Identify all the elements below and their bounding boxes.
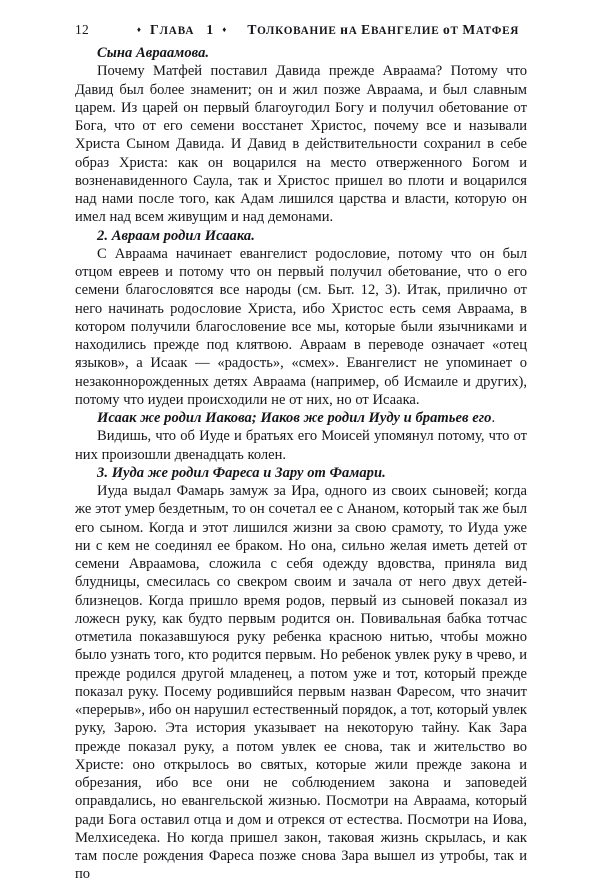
para-3 [75, 427, 527, 464]
para-4-text: Иуда выдал Фамарь замуж за Ира, одного из своих сыновей; когда же этот умер бездетным, то он сочетал ее с Ананом, который так же был его сыном. Когда и этот лишился жизни за свою срамоту, то Иуда уже ни с кем не соединял ее браком. Но она, сильно желая иметь детей от семени Авраамова, сложила с себя одежду вдовства, приняла вид блудницы, смесилась со свекром своим и зачала от него двух детей-близнецов. Когда пришло время родов, первый из сыновей показал из ложесн руку, как будто первым родится он. Повивальная бабка тотчас отметила показавшуюся руку ребенка красною нитью, чтобы можно было узнать того, кто родится первым. Но ребенок увлек руку в чрево, и прежде родился другой младенец, а потом уже и тот, который прежде показал руку. Посему родившийся первым назван Фаресом, что значит «перерыв», ибо он нарушил естественный порядок, а тот, который увлек руку, Зарою. Эта история указывает на некоторую тайну. Как Зара прежде показал руку, а потом увлек ее снова, так и жительство во Христе: оно открылось во святых, которые жили прежде закона и обрезания, ибо все они не соблюдением закона и заповедей оправдались, но евангельской жизнью. Посмотри на Авраама, который ради Бога оставил отца и дом и отрекся от естества. Посмотри на Иова, Мелхиседека. Но когда пришел закон, таковая жизнь скрылась, и как там после рождения Фареса позже снова Зара вышел из утробы, так и по [75, 483, 527, 883]
book-title: ТОЛКОВАНИЕ нА ЕВАНГЕЛИЕ оТ МАТФЕЯ [247, 22, 520, 37]
diamond-separator-left-icon: ♦ [136, 25, 141, 34]
heading-2-avraam-rodil-isaaka [75, 227, 527, 245]
diamond-separator-right-icon: ♦ [222, 25, 227, 34]
chapter-label: ГЛАВА [150, 22, 195, 37]
heading-syna-avraamova [75, 44, 527, 62]
heading-isaak-zhe-rodil-iakova-tail: . [491, 410, 496, 426]
para-3-text: Видишь, что об Иуде и братьях его Моисей упомянул потому, что от них произошли двенадцать колен. [75, 428, 527, 463]
heading-isaak-zhe-rodil-iakova [75, 409, 527, 427]
heading-3-iuda-zhe-rodil-faresa [75, 464, 527, 482]
heading-isaak-zhe-rodil-iakova-text: Исаак же родил Иакова; Иаков же родил Иуду и братьев его [97, 410, 492, 426]
para-2 [75, 245, 527, 409]
running-header [75, 22, 527, 40]
text-block [75, 44, 527, 884]
chapter-number: 1 [206, 22, 214, 37]
para-4 [75, 482, 527, 884]
para-2-text: С Авраама начинает евангелист родословие, потому что он был отцом евреев и потому что он первый получил обетование, что о его семени благословятся все народы (см. Быт. 12, 3). Итак, прилично от него начинать родословие Христа, ибо Христос есть семя Авраама, в котором получили благословение все мы, которые были язычниками и находились прежде под клятвою. Авраам в переводе означает «отец языков», а Исаак — «радость», «смех». Евангелист не упоминает о незаконнорожденных детях Авраама (например, об Исмаиле и других), потому что иудеи происходили не от них, но от Исаака. [75, 245, 527, 408]
heading-3-iuda-zhe-rodil-faresa-text: 3. Иуда же родил Фареса и Зару от Фамари. [97, 464, 386, 481]
para-1 [75, 62, 527, 226]
heading-syna-avraamova-text: Сына Авраамова. [97, 45, 210, 61]
heading-2-avraam-rodil-isaaka-text: 2. Авраам родил Исаака. [97, 227, 255, 244]
running-header-center [137, 22, 519, 38]
page-number: 12 [75, 22, 89, 37]
para-1-text: Почему Матфей поставил Давида прежде Авраама? Потому что Давид был более знаменит; он и жил позже Авраама, и был славным царем. Из царей он первый благоугодил Богу и получил обетование от Бога, что от его семени восстанет Христос, почему все и называли Христа Сыном Давида. И Давид в действительности сохранил в себе образ Христа: как он воцарился на место отверженного Богом и возненавиденного Саула, так и Христос пришел во плоти и воцарился над нами после того, как Адам лишился царства и власти, которую он имел над всем живущим и над демонами. [75, 63, 527, 226]
